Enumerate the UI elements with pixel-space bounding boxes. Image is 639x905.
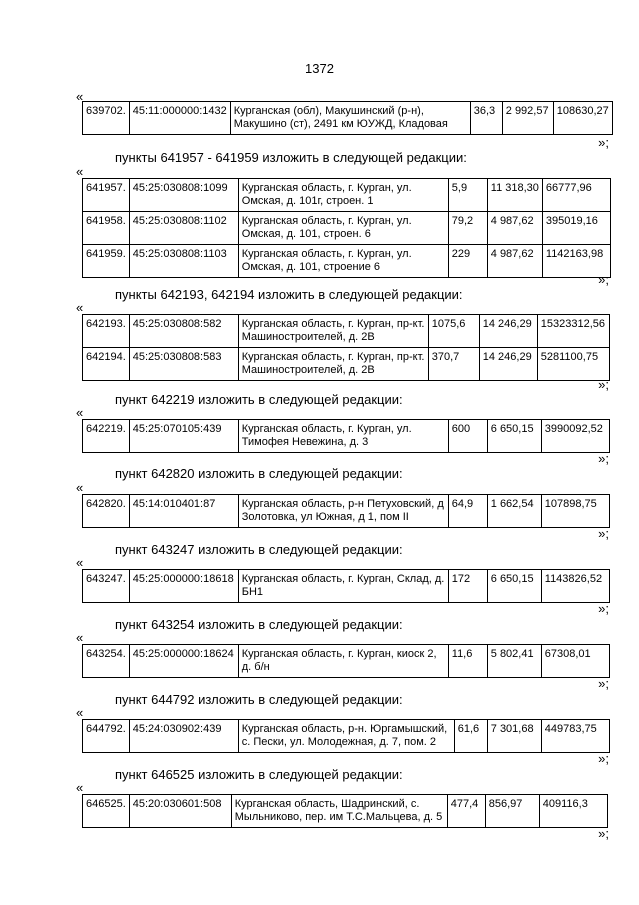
rate: 11 318,30	[487, 179, 542, 212]
area: 11,6	[448, 645, 487, 678]
cadastral-number: 45:24:030902:439	[129, 720, 238, 753]
record-table	[82, 101, 613, 135]
address: Курганская область, р-н Петуховский, д Золотовка, ул Южная, д 1, пом II	[238, 495, 448, 528]
address: Курганская область, Шадринский, с. Мыльниково, пер. им Т.С.Мальцева, д. 5	[231, 795, 447, 828]
address: Курганская область, г. Курган, Склад, д. БН1	[238, 570, 448, 603]
address: Курганская область, г. Курган, ул. Тимофея Невежина, д. 3	[238, 420, 448, 453]
closing-quote: »;	[598, 272, 609, 287]
cadastral-value: 107898,75	[541, 495, 609, 528]
address: Курганская область, г. Курган, пр-кт. Машиностроителей, д. 2В	[238, 315, 428, 348]
opening-quote: «	[76, 780, 84, 795]
row-number: 641959.	[83, 245, 130, 278]
record-table	[82, 569, 610, 603]
area: 600	[448, 420, 487, 453]
section-heading: пункты 641957 - 641959 изложить в следующей редакции:	[115, 150, 467, 165]
table-row	[83, 212, 611, 245]
area: 36,3	[470, 102, 502, 135]
cadastral-value: 1142163,98	[542, 245, 610, 278]
rate: 856,97	[485, 795, 539, 828]
cadastral-number: 45:20:030601:508	[129, 795, 231, 828]
section-heading: пункт 642820 изложить в следующей редакции:	[115, 466, 403, 481]
area: 79,2	[448, 212, 487, 245]
cadastral-value: 5281100,75	[537, 348, 609, 381]
area: 229	[448, 245, 487, 278]
area: 5,9	[448, 179, 487, 212]
table-row	[83, 645, 610, 678]
closing-quote: »;	[598, 826, 609, 841]
cadastral-value: 15323312,56	[537, 315, 609, 348]
cadastral-number: 45:25:070105:439	[129, 420, 238, 453]
record-table	[82, 314, 610, 381]
opening-quote: «	[76, 705, 84, 720]
cadastral-number: 45:11:000000:1432	[129, 102, 230, 135]
closing-quote: »;	[598, 526, 609, 541]
row-number: 642193.	[83, 315, 130, 348]
closing-quote: »;	[598, 601, 609, 616]
section-heading: пункты 642193, 642194 изложить в следующей редакции:	[115, 287, 463, 302]
opening-quote: «	[76, 164, 84, 179]
address: Курганская область, г. Курган, ул. Омская, д. 101, строение 6	[238, 245, 448, 278]
table-row	[83, 570, 610, 603]
table-row	[83, 720, 610, 753]
row-number: 646525.	[83, 795, 130, 828]
cadastral-value: 1143826,52	[541, 570, 609, 603]
opening-quote: «	[76, 89, 84, 104]
section-heading: пункт 644792 изложить в следующей редакции:	[115, 692, 403, 707]
cadastral-number: 45:25:030808:1102	[129, 212, 238, 245]
area: 1075,6	[428, 315, 479, 348]
section-heading: пункт 642219 изложить в следующей редакции:	[115, 392, 403, 407]
table-row	[83, 795, 608, 828]
rate: 5 802,41	[487, 645, 541, 678]
row-number: 639702.	[83, 102, 130, 135]
rate: 7 301,68	[487, 720, 541, 753]
record-table	[82, 644, 610, 678]
section-heading: пункт 643247 изложить в следующей редакции:	[115, 542, 403, 557]
cadastral-number: 45:25:000000:18624	[129, 645, 238, 678]
table-row	[83, 348, 610, 381]
area: 172	[448, 570, 487, 603]
closing-quote: »;	[598, 751, 609, 766]
page-number: 1372	[305, 61, 334, 76]
row-number: 642219.	[83, 420, 130, 453]
opening-quote: «	[76, 555, 84, 570]
row-number: 643254.	[83, 645, 130, 678]
cadastral-value: 66777,96	[542, 179, 610, 212]
area: 370,7	[428, 348, 479, 381]
row-number: 642194.	[83, 348, 130, 381]
rate: 4 987,62	[487, 245, 542, 278]
cadastral-number: 45:25:000000:18618	[129, 570, 238, 603]
row-number: 641958.	[83, 212, 130, 245]
closing-quote: »;	[598, 451, 609, 466]
table-row	[83, 315, 610, 348]
closing-quote: »;	[598, 135, 609, 150]
address: Курганская область, г. Курган, ул. Омская, д. 101г, строен. 1	[238, 179, 448, 212]
rate: 6 650,15	[487, 420, 541, 453]
table-row	[83, 245, 611, 278]
row-number: 644792.	[83, 720, 130, 753]
record-table	[82, 178, 611, 278]
rate: 6 650,15	[487, 570, 541, 603]
closing-quote: »;	[598, 377, 609, 392]
area: 477,4	[447, 795, 485, 828]
opening-quote: «	[76, 630, 84, 645]
cadastral-value: 395019,16	[542, 212, 610, 245]
area: 61,6	[454, 720, 487, 753]
row-number: 642820.	[83, 495, 130, 528]
section-heading: пункт 646525 изложить в следующей редакции:	[115, 767, 403, 782]
record-table	[82, 719, 610, 753]
closing-quote: »;	[598, 676, 609, 691]
rate: 14 246,29	[479, 348, 537, 381]
table-row	[83, 179, 611, 212]
cadastral-value: 67308,01	[541, 645, 609, 678]
address: Курганская (обл), Макушинский (р-н), Макушино (ст), 2491 км ЮУЖД, Кладовая	[230, 102, 470, 135]
address: Курганская область, р-н. Юргамышский, с. Пески, ул. Молодежная, д. 7, пом. 2	[238, 720, 454, 753]
address: Курганская область, г. Курган, ул. Омская, д. 101, строен. 6	[238, 212, 448, 245]
record-table	[82, 494, 610, 528]
rate: 4 987,62	[487, 212, 542, 245]
rate: 14 246,29	[479, 315, 537, 348]
table-row	[83, 420, 610, 453]
cadastral-number: 45:25:030808:1099	[129, 179, 238, 212]
record-table	[82, 419, 610, 453]
opening-quote: «	[76, 405, 84, 420]
cadastral-number: 45:14:010401:87	[129, 495, 238, 528]
cadastral-value: 449783,75	[541, 720, 609, 753]
cadastral-number: 45:25:030808:1103	[129, 245, 238, 278]
cadastral-number: 45:25:030808:582	[129, 315, 238, 348]
cadastral-value: 3990092,52	[541, 420, 609, 453]
row-number: 643247.	[83, 570, 130, 603]
area: 64,9	[448, 495, 487, 528]
cadastral-value: 108630,27	[553, 102, 612, 135]
record-table	[82, 794, 608, 828]
address: Курганская область, г. Курган, киоск 2, д. б/н	[238, 645, 448, 678]
rate: 2 992,57	[502, 102, 553, 135]
opening-quote: «	[76, 300, 84, 315]
cadastral-number: 45:25:030808:583	[129, 348, 238, 381]
section-heading: пункт 643254 изложить в следующей редакции:	[115, 617, 403, 632]
rate: 1 662,54	[487, 495, 541, 528]
opening-quote: «	[76, 480, 84, 495]
table-row	[83, 495, 610, 528]
row-number: 641957.	[83, 179, 130, 212]
table-row	[83, 102, 613, 135]
address: Курганская область, г. Курган, пр-кт. Машиностроителей, д. 2В	[238, 348, 428, 381]
cadastral-value: 409116,3	[539, 795, 607, 828]
